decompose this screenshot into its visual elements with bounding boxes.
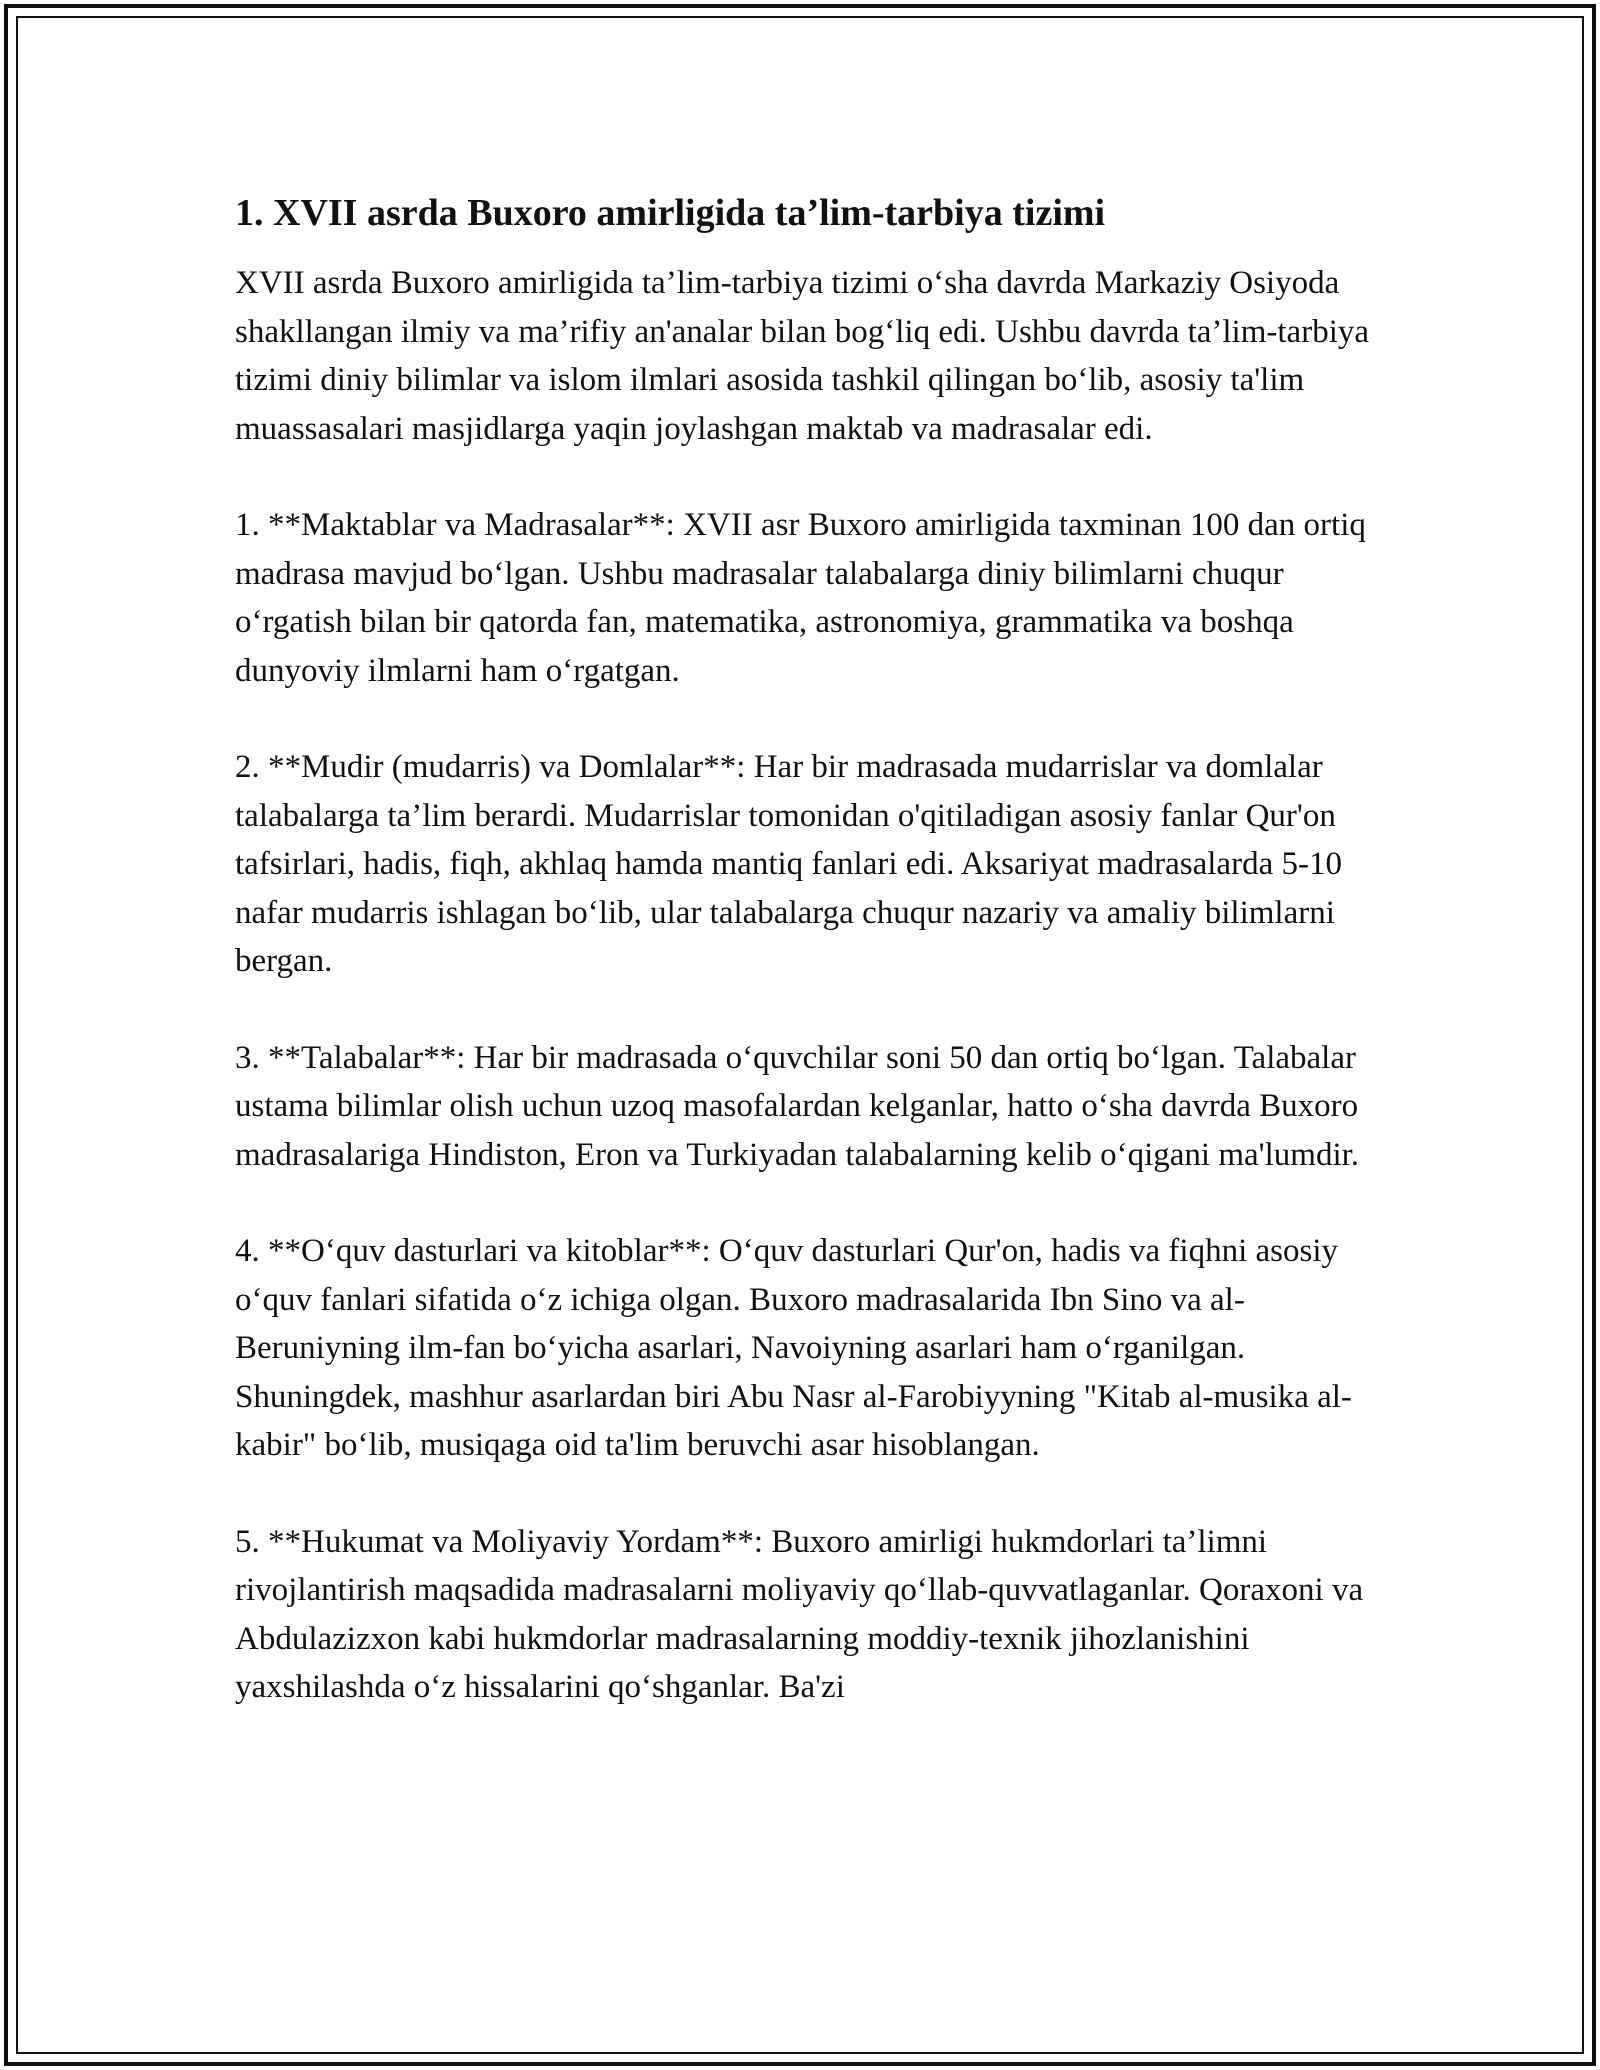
paragraph-mudarris: 2. **Mudir (mudarris) va Domlalar**: Har bir madrasada mudarrislar va domlalar talabalarga ta’lim berardi. Mudarrislar tomonidan o'qitiladigan asosiy fanlar Qur'on tafsirlari, hadis, fiqh, akhlaq hamda mantiq fanlari edi. Aksariyat madrasalarda 5-10 nafar mudarris ishlagan bo‘lib, ular talabalarga chuqur nazariy va amaliy bilimlarni bergan. bbox=[235, 749, 1342, 979]
paragraph-maktablar: 1. **Maktablar va Madrasalar**: XVII asr Buxoro amirligida taxminan 100 dan ortiq madrasa mavjud bo‘lgan. Ushbu madrasalar talabalarga diniy bilimlarni chuqur o‘rgatish bilan bir qatorda fan, matematika, astronomiya, grammatika va boshqa dunyoviy ilmlarni ham o‘rgatgan. bbox=[235, 507, 1366, 689]
document-body bbox=[235, 185, 1385, 1760]
paragraph-talabalar: 3. **Talabalar**: Har bir madrasada o‘quvchilar soni 50 dan ortiq bo‘lgan. Talabalar ustama bilimlar olish uchun uzoq masofalardan kelganlar, hatto o‘sha davrda Buxoro madrasalariga Hindiston, Eron va Turkiyadan talabalarning kelib o‘qigani ma'lumdir. bbox=[235, 1039, 1360, 1173]
document-title: 1. XVII asrda Buxoro amirligida ta’lim-tarbiya tizimi bbox=[235, 192, 1106, 234]
intro-paragraph: XVII asrda Buxoro amirligida ta’lim-tarbiya tizimi o‘sha davrda Markaziy Osiyoda shakllangan ilmiy va ma’rifiy an'analar bilan bog‘liq edi. Ushbu davrda ta’lim-tarbiya tizimi diniy bilimlar va islom ilmlari asosida tashkil qilingan bo‘lib, asosiy ta'lim muassasalari masjidlarga yaqin joylashgan maktab va madrasalar edi. bbox=[235, 265, 1370, 447]
paragraph-dasturlar: 4. **O‘quv dasturlari va kitoblar**: O‘quv dasturlari Qur'on, hadis va fiqhni asosiy o‘quv fanlari sifatida o‘z ichiga olgan. Buxoro madrasalarida Ibn Sino va al-Beruniyning ilm-fan bo‘yicha asarlari, Navoiyning asarlari ham o‘rganilgan. Shuningdek, mashhur asarlardan biri Abu Nasr al-Farobiyyning "Kitab al-musika al-kabir" bo‘lib, musiqaga oid ta'lim beruvchi asar hisoblangan. bbox=[235, 1233, 1352, 1463]
paragraph-hukumat: 5. **Hukumat va Moliyaviy Yordam**: Buxoro amirligi hukmdorlari ta’limni rivojlantirish maqsadida madrasalarni moliyaviy qo‘llab-quvvatlaganlar. Qoraxoni va Abdulazizxon kabi hukmdorlar madrasalarning moddiy-texnik jihozlanishini yaxshilashda o‘z hissalarini qo‘shganlar. Ba'zi bbox=[235, 1523, 1364, 1705]
